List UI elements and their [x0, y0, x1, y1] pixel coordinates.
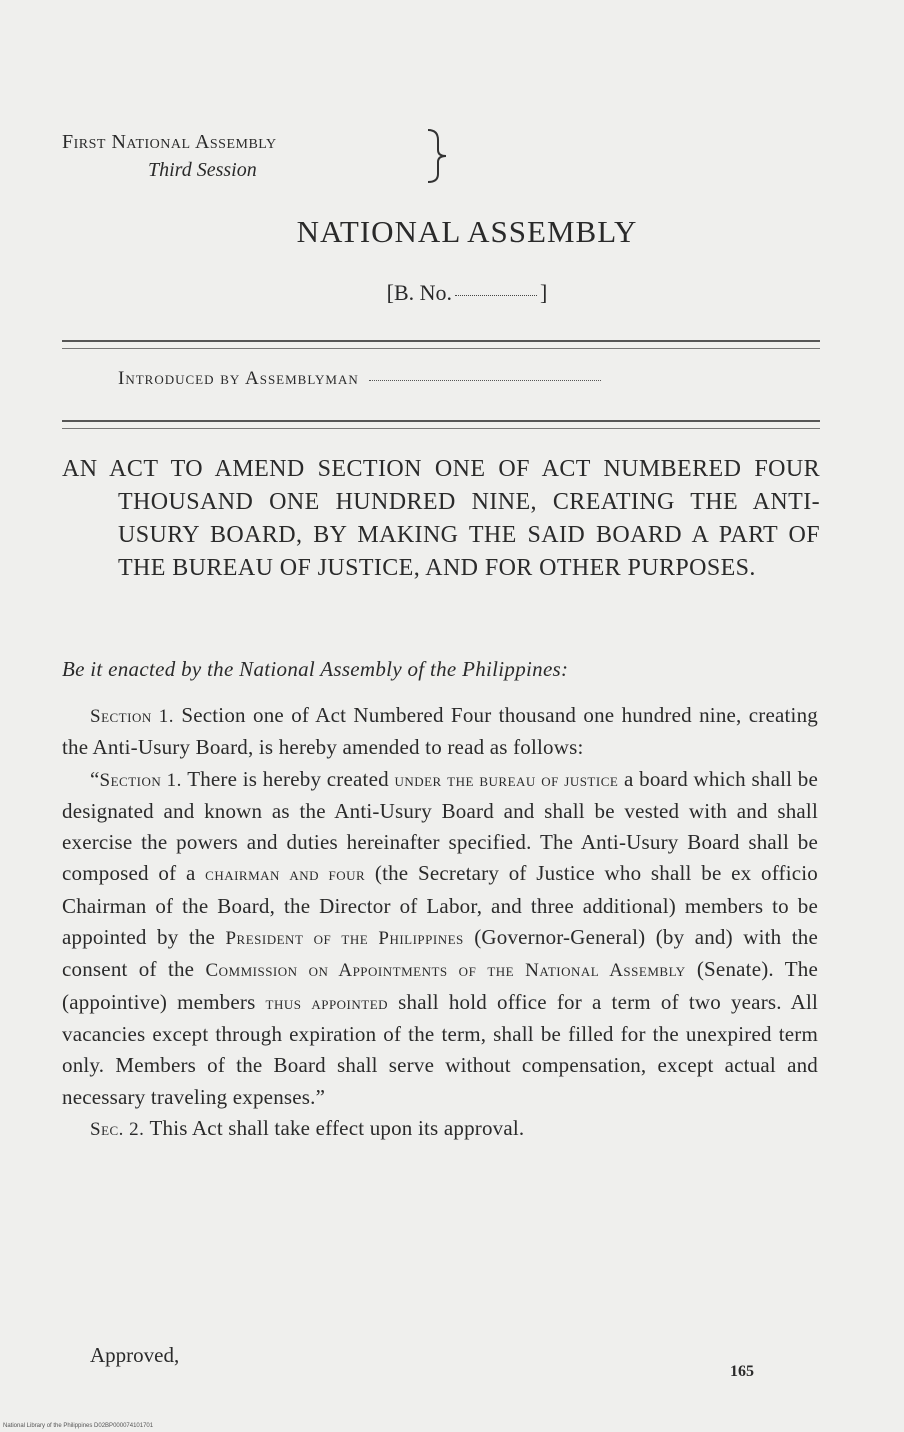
section-2: [62, 1113, 818, 1145]
divider-rule: [62, 340, 820, 349]
divider-rule: [62, 420, 820, 429]
section-2-text: This Act shall take effect upon its approval.: [149, 1115, 525, 1140]
quoted-text: a board which shall be designated and known as the Anti-Usury Board and shall be vested with and shall exercise the powers and duties hereinafter specified. The Anti-Usury Board shall be composed of a: [62, 766, 819, 886]
quoted-text: (Governor-General) (by and) with the consent of the: [62, 925, 819, 982]
bill-number-prefix: [B. No.: [386, 280, 453, 305]
footer-credit: National Library of the Philippines D02BP000074101701: [3, 1423, 154, 1429]
act-title: AN ACT TO AMEND SECTION ONE OF ACT NUMBERED FOUR THOUSAND ONE HUNDRED NINE, CREATING THE ANTI-USURY BOARD, BY MAKING THE SAID BOARD A PART OF THE BUREAU OF JUSTICE, AND FOR OTHER PURPOSES.: [62, 456, 820, 581]
quoted-text: (the Secretary of Justice who shall be ex officio Chairman of the Board, the Director of Labor, and three additional) members to be appointed by the: [62, 861, 819, 950]
amendment-insert: President of the Philippines: [225, 928, 464, 950]
assembly-header: [62, 128, 442, 184]
bill-number: [0, 280, 904, 306]
bill-number-suffix: ]: [540, 280, 548, 305]
session-name: Third Session: [148, 159, 257, 181]
introduced-by-label: Introduced by Assemblyman: [118, 368, 359, 389]
amendment-insert: chairman and four: [205, 864, 366, 886]
amendment-insert: Commission on Appointments of the National Assembly: [205, 960, 686, 982]
approved-label: Approved,: [90, 1343, 180, 1367]
bill-body: [62, 700, 818, 1145]
amendment-insert: thus appointed: [265, 992, 389, 1014]
amendment-insert: under the bureau of justice: [394, 769, 619, 791]
assembly-name: First National Assembly: [62, 131, 277, 153]
section-2-label: Sec. 2.: [90, 1118, 145, 1140]
introduced-by-line: [118, 368, 601, 390]
section-1-text: Section one of Act Numbered Four thousand one hundred nine, creating the Anti-Usury Board, is hereby amended to read as follows:: [62, 703, 818, 760]
section-1: [62, 700, 818, 764]
page-number: 165: [730, 1363, 754, 1380]
quoted-section: [62, 764, 818, 1113]
quoted-section-label: Section 1.: [99, 769, 182, 791]
quoted-text: shall hold office for a term of two years. All vacancies except through expiration of the term, shall be filled for the unexpired term only. Members of the Board shall serve without compensation, except actual and necessary traveling expenses.”: [62, 989, 819, 1109]
enacting-clause: Be it enacted by the National Assembly of the Philippines:: [62, 657, 569, 681]
open-quote: “: [90, 766, 100, 791]
quoted-text: (Senate). The (appointive) members: [62, 957, 818, 1014]
assemblyman-blank: [369, 380, 601, 381]
bill-number-blank: [455, 295, 537, 296]
right-brace-icon: [422, 126, 462, 186]
quoted-text: There is hereby created: [187, 766, 389, 791]
section-1-label: Section 1.: [90, 706, 175, 727]
page-title: NATIONAL ASSEMBLY: [296, 214, 638, 249]
